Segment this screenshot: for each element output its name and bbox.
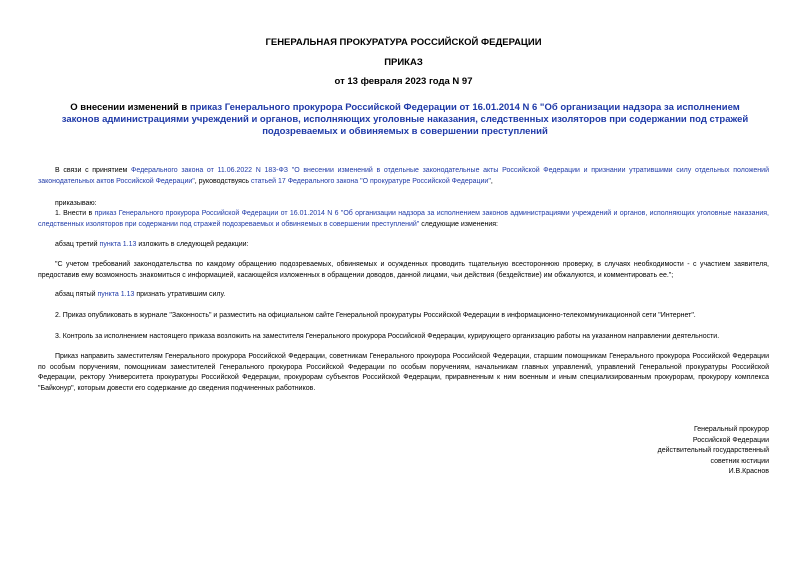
signature-line-4: советник юстиции [710,457,769,465]
signature-block [569,425,769,478]
abzac5-text-b: признать утратившим силу. [134,291,226,298]
federal-law-183-link[interactable]: Федерального закона от 11.06.2022 N 183-ФЗ "О внесении изменений в отдельные законодательные акты Российской Федерации и признании утратившими силу отдельных положений законодательных актов Российской Федерации" [38,167,769,185]
abzac3-text-a: абзац третий [55,241,100,248]
signature-line-3: действительный государственный [657,447,769,454]
org-title: ГЕНЕРАЛЬНАЯ ПРОКУРАТУРА РОССИЙСКОЙ ФЕДЕРАЦИИ [265,37,542,48]
doc-date-number: от 13 февраля 2023 года N 97 [334,76,473,87]
paragraph-distribution: Приказ направить заместителям Генерального прокурора Российской Федерации, советникам Генерального прокурора Российской Федерации, старшим помощникам Генерального прокурора Российской Федерации по особым поручениям, помощникам заместителей Генерального прокурора Российской Федерации по особым поручениям, начальникам главных управлений, управлений Генеральной прокуратуры Российской Федерации, ректору Университета прокуратуры Российской Федерации, прокурорам субъектов Российской Федерации, приравненным к ним военным и иным специализированным прокурорам, прокурору комплекса "Байконур", которым довести его содержание до сведения подчиненных работников. [38,353,769,392]
paragraph-item-2: 2. Приказ опубликовать в журнале "Законность" и разместить на официальном сайте Генеральной прокуратуры Российской Федерации в информационно-телекоммуникационной сети "Интернет". [55,312,696,319]
paragraph-preamble [38,166,769,187]
subject-order-link[interactable]: приказ Генерального прокурора Российской Федерации от 16.01.2014 N 6 "Об организации надзора за исполнением законов администрациями учреждений и органов, исполняющих уголовные наказания, следственных изоляторов при содержании под стражей подозреваемых и обвиняемых в совершении преступлений [61,102,749,137]
abzac5-text-a: абзац пятый [55,291,98,298]
item1-text-a: 1. Внести в [55,210,95,217]
preamble-text-b: , руководствуясь [194,177,252,185]
signature-line-1: Генеральный прокурор [693,426,769,433]
article-17-link[interactable]: статьей 17 Федерального закона "О прокуратуре Российской Федерации" [251,177,491,185]
doc-type: ПРИКАЗ [384,57,423,68]
paragraph-abzac-3 [55,240,769,251]
preamble-text-a: В связи с принятием [55,167,132,174]
abzac3-text-b: изложить в следующей редакции: [136,241,249,248]
point-1-13-link-2[interactable]: пункта 1.13 [97,291,135,298]
paragraph-item-3: 3. Контроль за исполнением настоящего приказа возложить на заместителя Генерального прокурора Российской Федерации, курирующего организацию работы на указанном направлении деятельности. [55,333,720,340]
signature-line-2: Российской Федерации [692,436,769,444]
point-1-13-link[interactable]: пункта 1.13 [99,241,137,248]
item1-text-b: следующие изменения: [419,220,498,228]
preamble-text-c: , [490,177,493,185]
paragraph-abzac-5 [55,290,769,301]
doc-subject [60,102,750,138]
signature-name: И.В.Краснов [728,468,769,475]
paragraph-new-wording: "С учетом требований законодательства по каждому обращению подозреваемых, обвиняемых и осужденных проводить тщательную всестороннюю проверку, в случаях необходимости - с участием заявителя, предоставив ему возможность знакомиться с информацией, касающейся изложенных в обращении доводов, данной лицами, чьи действия (бездействие) им обжалуются, и комментировать ее."; [38,261,769,279]
paragraph-order: приказываю: [55,200,97,207]
order-6-link[interactable]: приказ Генерального прокурора Российской Федерации от 16.01.2014 N 6 "Об организации надзора за исполнением законов администрациями учреждений и органов, исполняющих уголовные наказания, следственных изоляторов при содержании под стражей подозреваемых и обвиняемых в совершении преступлений" [38,210,769,228]
subject-prefix: О внесении изменений в [70,102,190,113]
paragraph-item-1 [38,209,769,230]
